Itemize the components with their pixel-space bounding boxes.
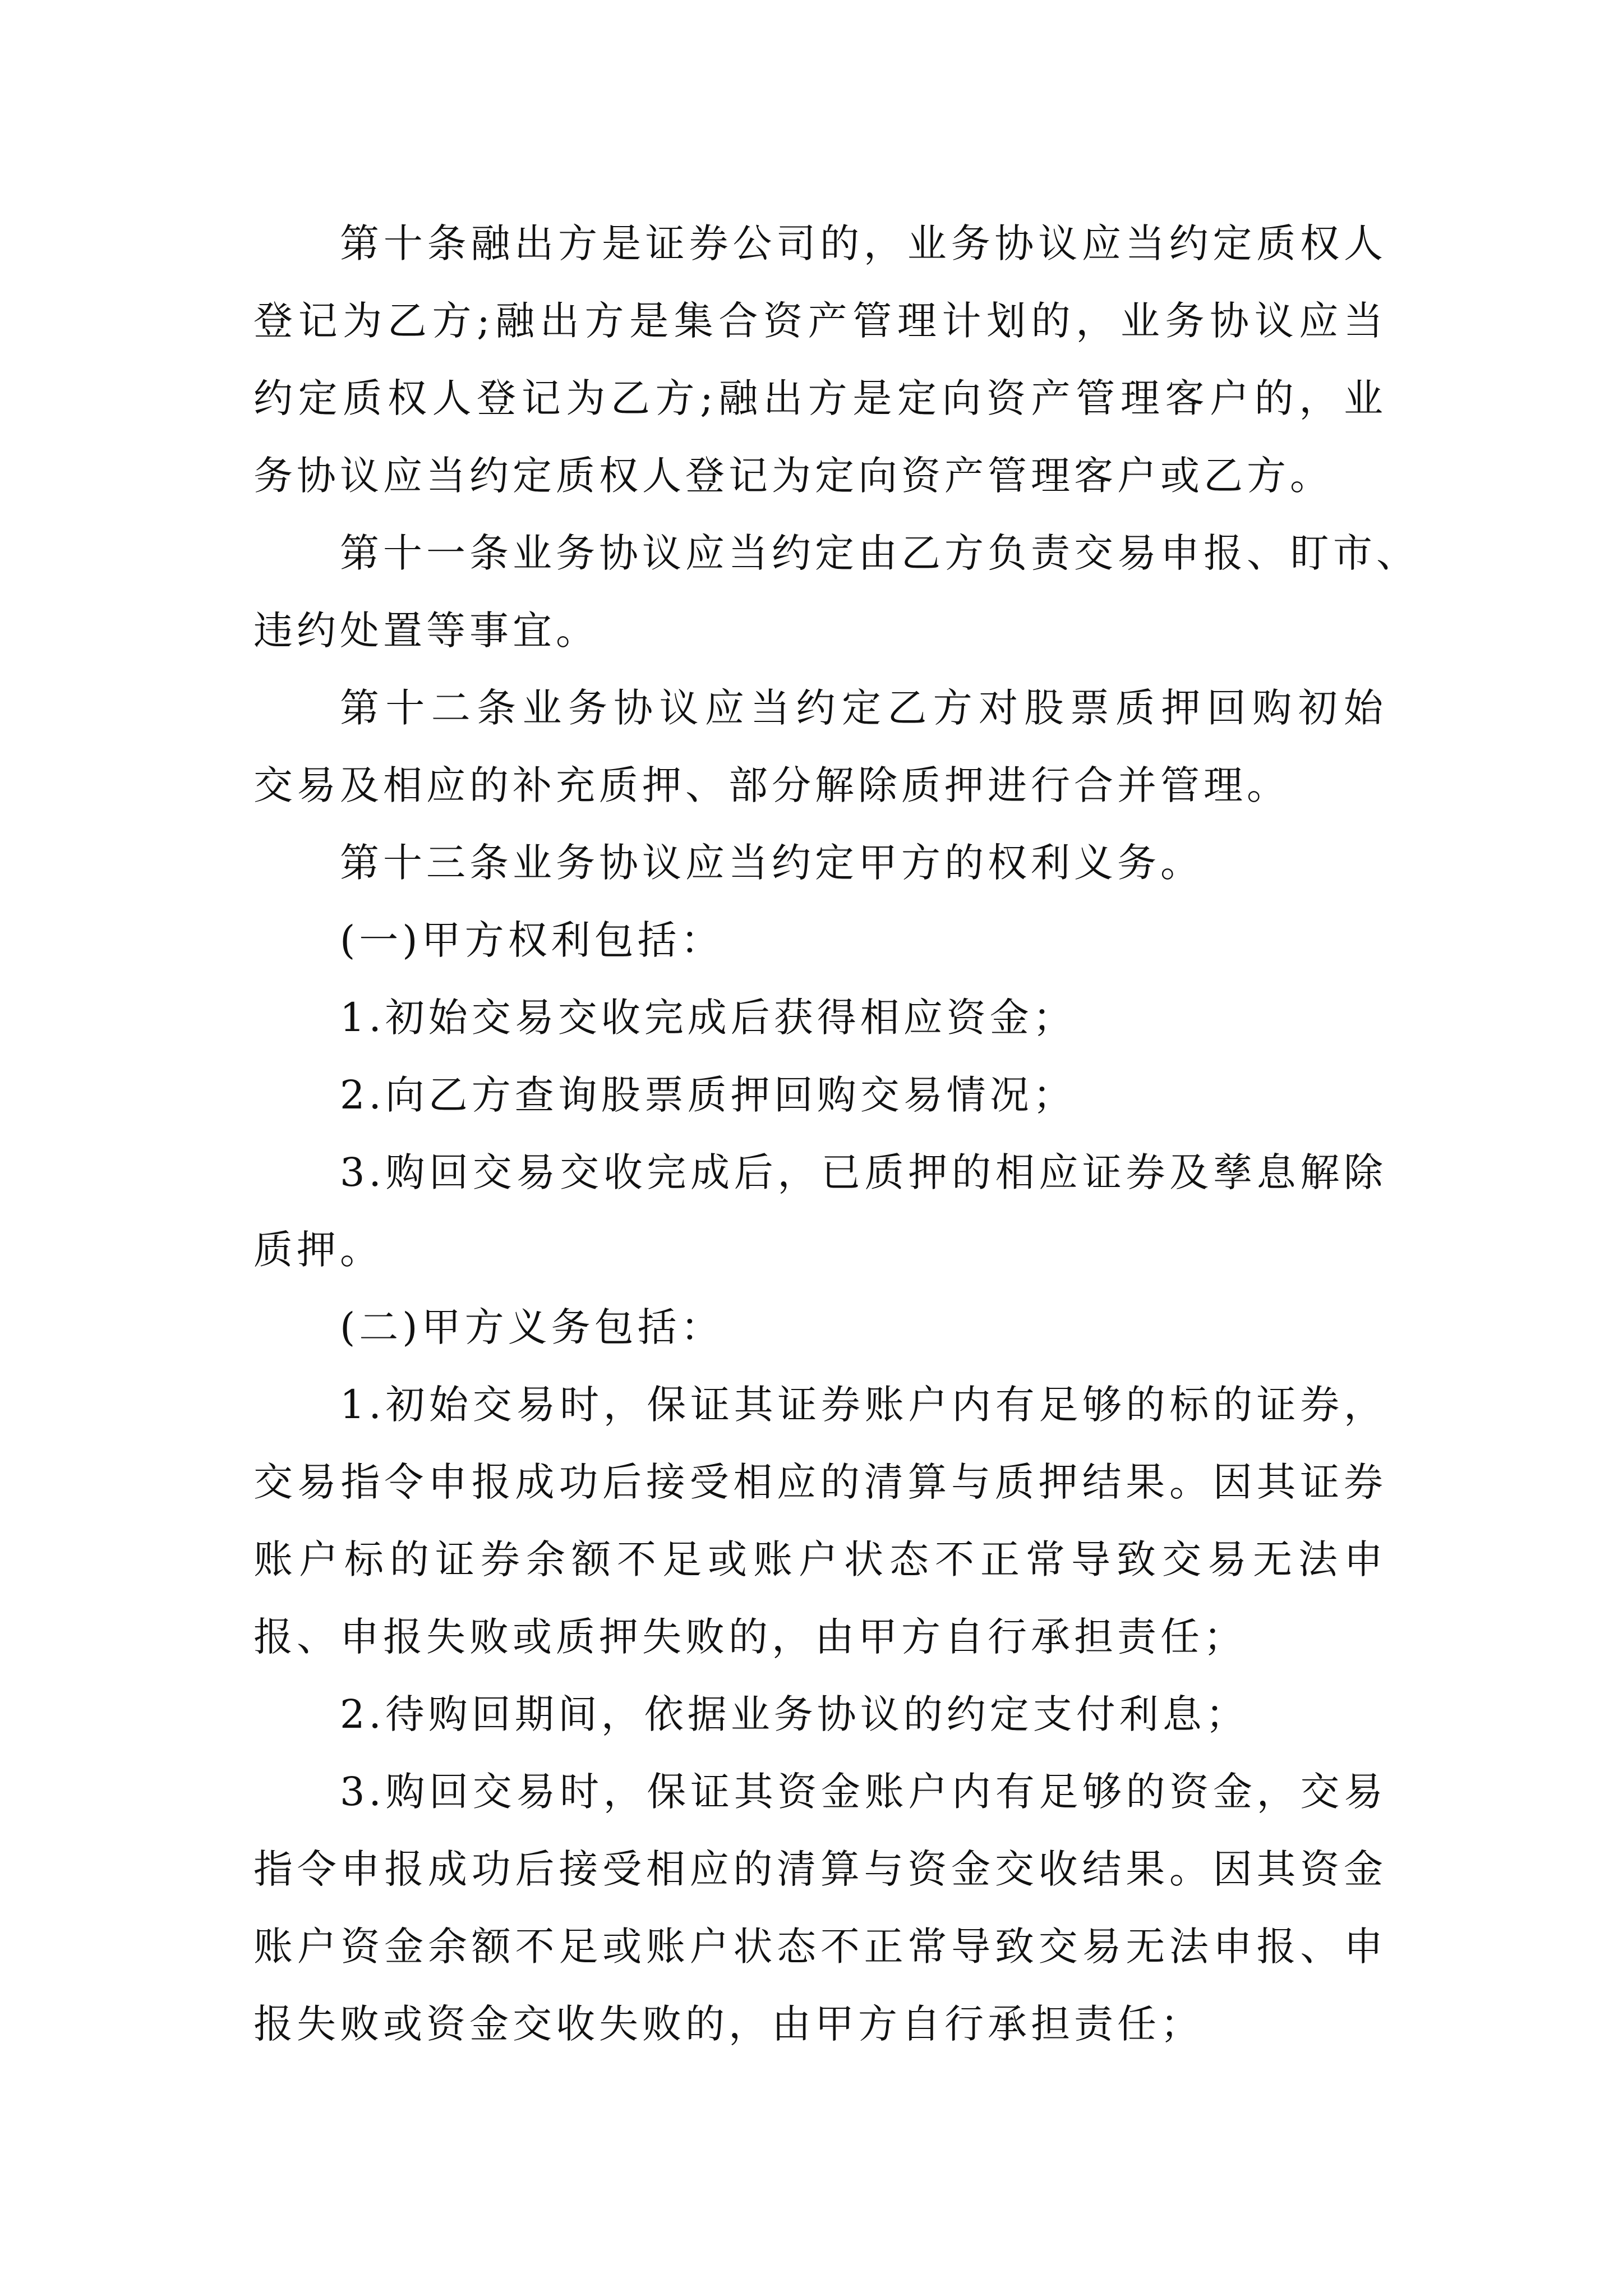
paragraph-article-11 xyxy=(253,514,1419,669)
text-line: 第十二条业务协议应当约定乙方对股票质押回购初始 xyxy=(340,685,1387,731)
text-line: 账户标的证券余额不足或账户状态不正常导致交易无法申 xyxy=(253,1536,1387,1582)
text-line: 2.待购回期间，依据业务协议的约定支付利息； xyxy=(340,1691,1249,1737)
paragraph-article-13 xyxy=(253,824,1387,901)
paragraph-article-12 xyxy=(253,669,1387,824)
text-line: 指令申报成功后接受相应的清算与资金交收结果。因其资金 xyxy=(253,1846,1387,1892)
text-line: 第十一条业务协议应当约定由乙方负责交易申报、盯市、 xyxy=(340,530,1419,576)
text-line: 违约处置等事宜。 xyxy=(253,608,599,654)
section-heading-party-a-rights xyxy=(253,901,1387,979)
text-line: 3.购回交易时，保证其资金账户内有足够的资金，交易 xyxy=(340,1769,1387,1815)
text-line: 交易及相应的补充质押、部分解除质押进行合并管理。 xyxy=(253,762,1290,808)
text-line: (一)甲方权利包括： xyxy=(340,917,724,963)
list-item xyxy=(253,1676,1387,1753)
list-item xyxy=(253,1056,1387,1134)
text-line: 报、申报失败或质押失败的，由甲方自行承担责任； xyxy=(253,1614,1247,1660)
list-item xyxy=(253,1134,1387,1289)
text-line: (二)甲方义务包括： xyxy=(340,1304,724,1350)
text-line: 务协议应当约定质权人登记为定向资产管理客户或乙方。 xyxy=(253,453,1333,499)
list-item xyxy=(253,1366,1387,1676)
text-line: 交易指令申报成功后接受相应的清算与质押结果。因其证券 xyxy=(253,1459,1387,1505)
document-body xyxy=(253,205,1419,2063)
text-line: 第十三条业务协议应当约定甲方的权利义务。 xyxy=(340,840,1204,886)
list-item xyxy=(253,979,1387,1056)
text-line: 1.初始交易时，保证其证券账户内有足够的标的证券， xyxy=(340,1382,1387,1428)
text-line: 1.初始交易交收完成后获得相应资金； xyxy=(340,995,1076,1041)
text-line: 3.购回交易交收完成后，已质押的相应证券及孳息解除 xyxy=(340,1149,1387,1195)
text-line: 约定质权人登记为乙方;融出方是定向资产管理客户的，业 xyxy=(253,375,1387,421)
section-heading-party-a-obligations xyxy=(253,1289,1387,1366)
text-line: 第十条融出方是证券公司的，业务协议应当约定质权人 xyxy=(340,220,1387,266)
text-line: 2.向乙方查询股票质押回购交易情况； xyxy=(340,1072,1076,1118)
text-line: 登记为乙方;融出方是集合资产管理计划的，业务协议应当 xyxy=(253,298,1387,344)
paragraph-article-10 xyxy=(253,205,1387,514)
text-line: 账户资金余额不足或账户状态不正常导致交易无法申报、申 xyxy=(253,1924,1387,1970)
list-item xyxy=(253,1753,1387,2063)
text-line: 质押。 xyxy=(253,1227,383,1273)
text-line: 报失败或资金交收失败的，由甲方自行承担责任； xyxy=(253,2001,1204,2047)
